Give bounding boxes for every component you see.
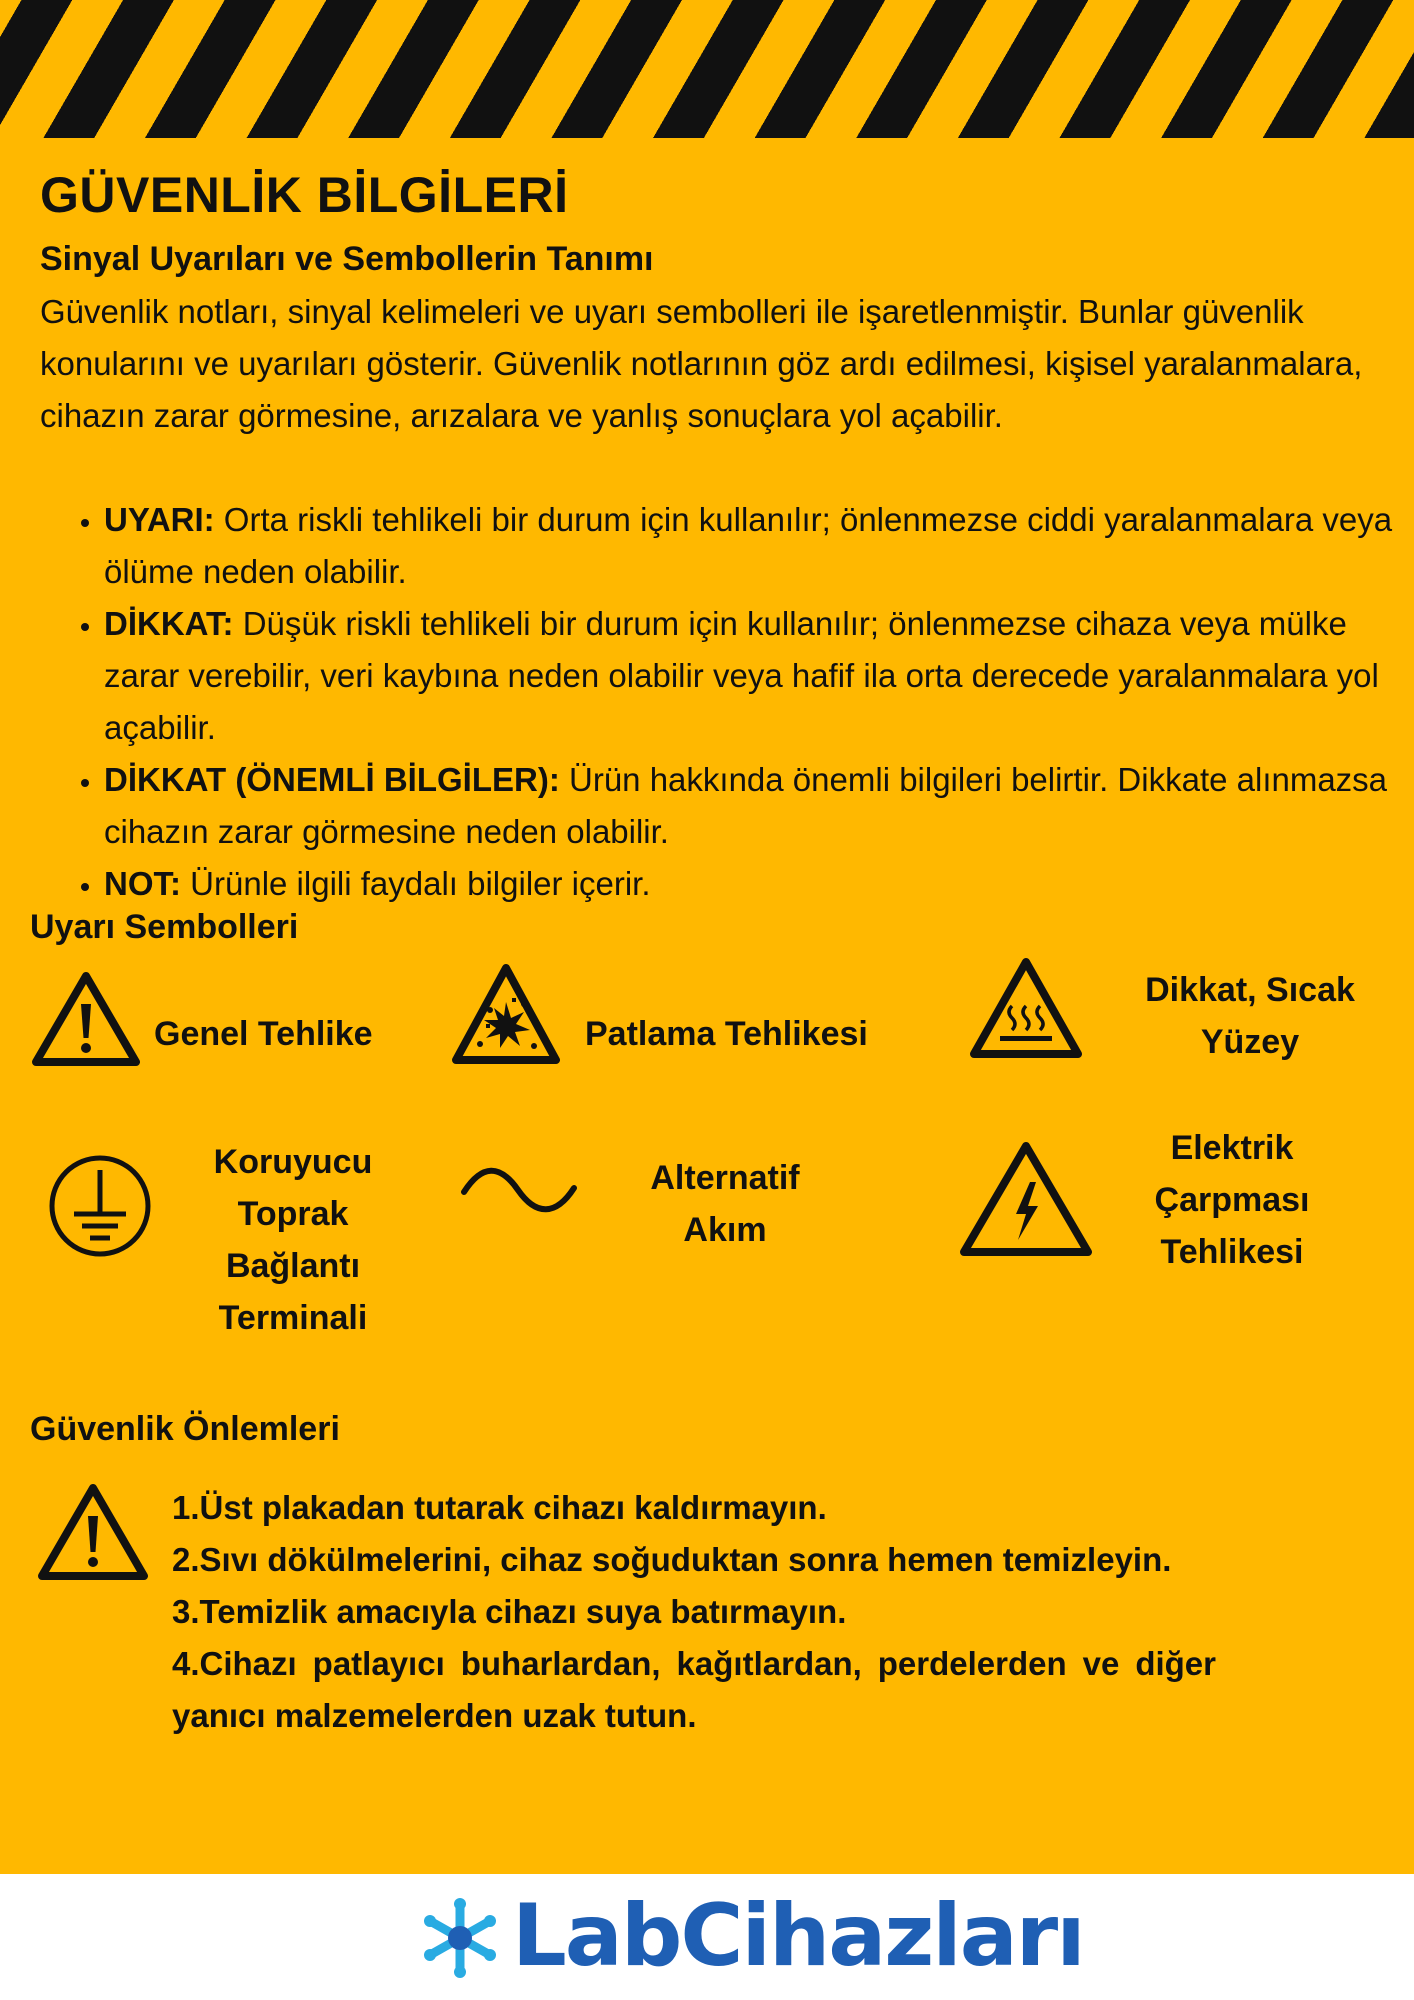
hot-surface-line: Yüzey bbox=[1200, 1023, 1300, 1061]
list-item bbox=[104, 858, 1404, 910]
earth-line: Koruyucu bbox=[213, 1143, 373, 1181]
signal-text: Düşük riskli tehlikeli bir durum için kullanılır; önlenmezse cihaza veya mülke zarar verebilir, veri kaybına neden olabilir veya hafif ila orta derecede yaralanmalara yol açabilir. bbox=[104, 605, 1379, 746]
symbols-heading: Uyarı Sembolleri bbox=[30, 908, 299, 946]
general-danger-icon bbox=[30, 970, 142, 1068]
general-danger-label: Genel Tehlike bbox=[154, 1015, 373, 1053]
hot-surface-line: Dikkat, Sıcak bbox=[1145, 971, 1355, 1009]
banner-edge bbox=[0, 138, 1414, 142]
signal-term: DİKKAT (ÖNEMLİ BİLGİLER): bbox=[104, 761, 560, 798]
list-item: 3.Temizlik amacıyla cihazı suya batırmayın. bbox=[172, 1593, 847, 1630]
signal-term: NOT: bbox=[104, 865, 181, 902]
signal-term: DİKKAT: bbox=[104, 605, 234, 642]
ac-line: Alternatif bbox=[650, 1159, 800, 1197]
explosion-icon bbox=[450, 962, 562, 1066]
ac-line: Akım bbox=[683, 1211, 767, 1249]
earth-line: Toprak bbox=[237, 1195, 349, 1233]
electric-shock-icon bbox=[958, 1140, 1094, 1260]
protective-earth-label bbox=[178, 1136, 408, 1344]
hot-surface-label bbox=[1120, 964, 1380, 1068]
shock-line: Çarpması bbox=[1154, 1181, 1310, 1219]
shock-line: Elektrik bbox=[1170, 1129, 1294, 1167]
hot-surface-icon bbox=[968, 956, 1084, 1060]
list-item: 1.Üst plakadan tutarak cihazı kaldırmayın. bbox=[172, 1489, 827, 1526]
page-title: GÜVENLİK BİLGİLERİ bbox=[40, 167, 569, 223]
earth-line: Terminali bbox=[218, 1299, 368, 1337]
list-item bbox=[104, 754, 1404, 858]
signal-term: UYARI: bbox=[104, 501, 215, 538]
signal-words-list bbox=[40, 494, 1404, 910]
snowflake-logo-icon bbox=[418, 1896, 502, 1980]
list-item: 4.Cihazı patlayıcı buharlardan, kağıtlardan, perdelerden ve diğer yanıcı malzemelerden uzak tutun. bbox=[172, 1645, 1216, 1734]
footer bbox=[0, 1874, 1414, 2000]
subtitle: Sinyal Uyarıları ve Sembollerin Tanımı bbox=[40, 240, 654, 278]
earth-line: Bağlantı bbox=[225, 1247, 361, 1285]
precautions-heading: Güvenlik Önlemleri bbox=[30, 1410, 340, 1448]
list-item bbox=[104, 494, 1404, 598]
precautions-list bbox=[172, 1482, 1216, 1742]
brand-logo-text: LabCihazları bbox=[512, 1886, 1084, 1986]
list-item: 2.Sıvı dökülmelerini, cihaz soğuduktan sonra hemen temizleyin. bbox=[172, 1541, 1172, 1578]
shock-line: Tehlikesi bbox=[1160, 1233, 1304, 1271]
warning-triangle-icon bbox=[36, 1482, 150, 1582]
signal-text: Orta riskli tehlikeli bir durum için kullanılır; önlenmezse ciddi yaralanmalara veya ölüme neden olabilir. bbox=[104, 501, 1393, 590]
protective-earth-icon bbox=[46, 1152, 154, 1260]
signal-text: Ürünle ilgili faydalı bilgiler içerir. bbox=[181, 865, 651, 902]
list-item bbox=[104, 598, 1404, 754]
signal-text: Ürün hakkında önemli bilgileri belirtir. Dikkate alınmazsa cihazın zarar görmesine neden olabilir. bbox=[104, 761, 1388, 850]
intro-paragraph: Güvenlik notları, sinyal kelimeleri ve uyarı sembolleri ile işaretlenmiştir. Bunlar güvenlik konularını ve uyarıları gösterir. Güvenlik notlarının göz ardı edilmesi, kişisel yaralanmalara, cihazın zarar görmesine, arızalara ve yanlış sonuçlara yol açabilir. bbox=[40, 293, 1363, 434]
hazard-stripes-banner bbox=[0, 0, 1414, 140]
alternating-current-label bbox=[620, 1152, 830, 1256]
electric-shock-label bbox=[1122, 1122, 1342, 1278]
alternating-current-icon bbox=[460, 1166, 578, 1216]
explosion-label: Patlama Tehlikesi bbox=[585, 1015, 868, 1053]
